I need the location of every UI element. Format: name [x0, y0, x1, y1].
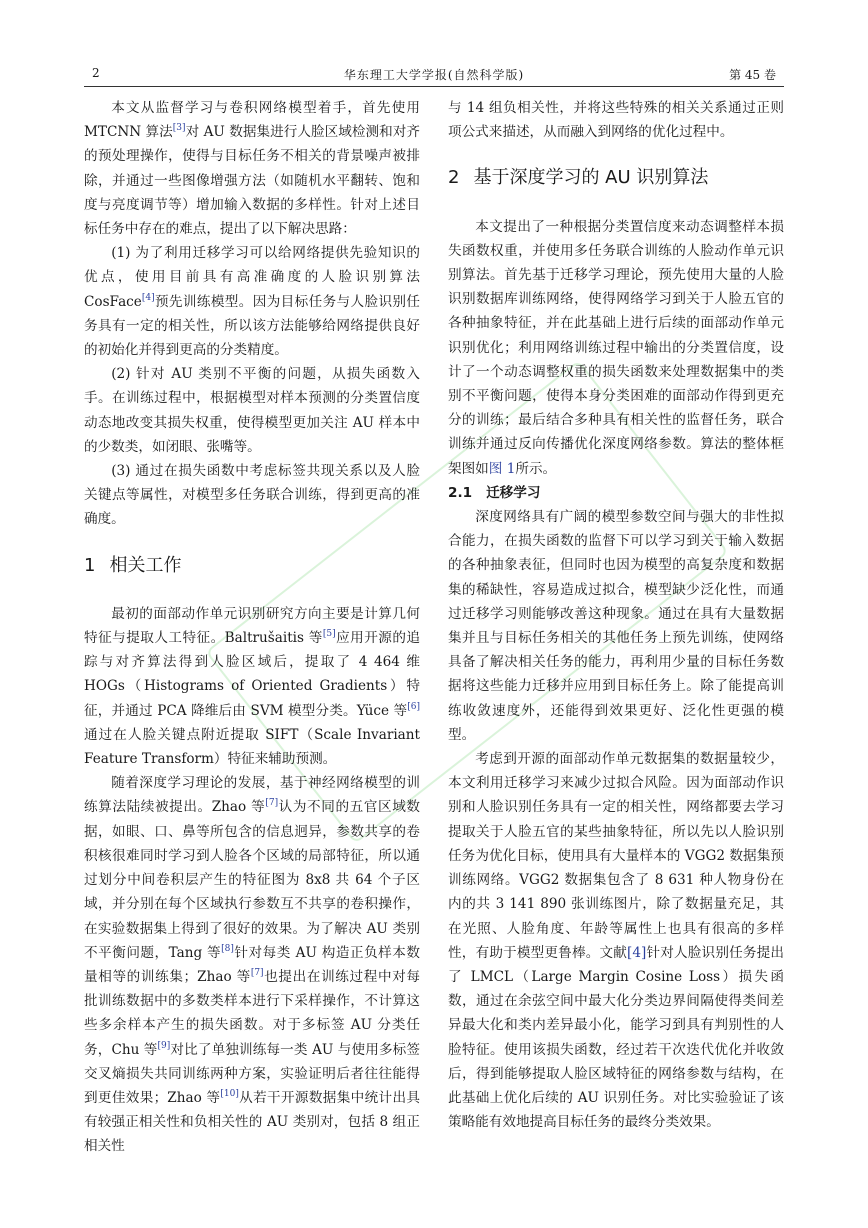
- left-column: [84, 96, 420, 1159]
- citation-link[interactable]: [6]: [407, 701, 420, 712]
- citation-link[interactable]: [8]: [221, 943, 234, 954]
- paragraph: 本文提出了一种根据分类置信度来动态调整样本损失函数权重，并使用多任务联合训练的人脸动作单元识别算法。首先基于迁移学习理论，预先使用大量的人脸识别数据库训练网络，使得网络学习到关于人脸五官的各种抽象特征，并在此基础上进行后续的面部动作单元识别优化；利用网络训练过程中输出的分类置信度，设计了一个动态调整权重的损失函数来处理数据集中的类别不平衡问题，使得本身分类困难的面部动作得到更充分的训练；最后结合多种具有相关性的监督任务，联合训练并通过反向传播优化深度网络参数。算法的整体框架图如图 1所示。: [448, 218, 784, 477]
- page-number: 2: [92, 66, 100, 80]
- paragraph: 最初的面部动作单元识别研究方向主要是计算几何特征与提取人工特征。Baltrušaitis 等[5]应用开源的追踪与对齐算法得到人脸区域后，提取了 4 464 维 HOGs（Histograms of Oriented Gradients）特征，并通过 PCA 降维后由 SVM 模型分类。Yüce 等[6]通过在人脸关键点附近提取 SIFT（Scale Invariant Feature Transform）特征来辅助预测。: [84, 605, 420, 768]
- journal-name: 华东理工大学学报(自然科学版): [343, 68, 525, 82]
- paragraph: (2) 针对 AU 类别不平衡的问题，从损失函数入手。在训练过程中，根据模型对样本预测的分类置信度动态地改变其损失权重，使得模型更加关注 AU 样本中的少数类，如闭眼、张嘴等。: [84, 366, 420, 455]
- running-header: [84, 62, 784, 87]
- citation-link[interactable]: [7]: [265, 798, 279, 809]
- section-heading: 1 相关工作: [84, 554, 182, 576]
- right-column: [448, 96, 784, 1134]
- citation-link[interactable]: [4]: [627, 944, 647, 961]
- citation-link[interactable]: [4]: [141, 292, 155, 303]
- section-heading: 2 基于深度学习的 AU 识别算法: [448, 167, 709, 189]
- paragraph: 本文从监督学习与卷积网络模型着手，首先使用 MTCNN 算法[3]对 AU 数据集进行人脸区域检测和对齐的预处理操作，使得与目标任务不相关的背景噪声被排除，并通过一些图像增强方法（如随机水平翻转、饱和度与亮度调节等）增加输入数据的多样性。针对上述目标任务中存在的难点，提出了以下解决思路：: [84, 100, 420, 238]
- paragraph: (1) 为了利用迁移学习可以给网络提供先验知识的优点，使用目前具有高准确度的人脸识别算法 CosFace[4]预先训练模型。因为目标任务与人脸识别任务具有一定的相关性，所以该方法能够给网络提供良好的初始化并得到更高的分类精度。: [84, 245, 420, 359]
- citation-link[interactable]: [10]: [220, 1088, 239, 1099]
- citation-link[interactable]: [5]: [322, 629, 336, 640]
- paragraph: 考虑到开源的面部动作单元数据集的数据量较少，本文利用迁移学习来减少过拟合风险。因为面部动作识别和人脸识别任务具有一定的相关性，网络都要去学习提取关于人脸五官的某些抽象特征，所以先以人脸识别任务为优化目标，使用具有大量样本的 VGG2 数据集预训练网络。VGG2 数据集包含了 8 631 种人物身份在内的共 3 141 890 张训练图片，除了数据量充足，其在光照、人脸角度、年龄等属性上也具有很高的多样性，有助于模型更鲁棒。文献[4]针对人脸识别任务提出了 LMCL（Large Margin Cosine Loss）损失函数，通过在余弦空间中最大化分类边界间隔使得类间差异最大化和类内差异最小化，能学习到具有判别性的人脸特征。使用该损失函数，经过若干次迭代优化并收敛后，得到能够提取人脸区域特征的网络参数与结构，在此基础上优化后续的 AU 识别任务。对比实验验证了该策略能有效地提高目标任务的最终分类效果。: [448, 751, 785, 1131]
- figure-link[interactable]: 图 1: [488, 460, 516, 477]
- paragraph: 深度网络具有广阔的模型参数空间与强大的非性拟合能力，在损失函数的监督下可以学习到关于输入数据的各种抽象表征，但同时也因为模型的高复杂度和数据集的稀缺性，容易造成过拟合，模型缺少泛化性，而通过迁移学习则能够改善这种现象。通过在具有大量数据集并且与目标任务相关的其他任务上预先训练，使网络具备了解决相关任务的能力，再利用少量的目标任务数据将这些能力迁移并应用到目标任务上。除了能提高训练收敛速度外，还能得到效果更好、泛化性更强的模型。: [448, 509, 784, 743]
- citation-link[interactable]: [7]: [250, 967, 264, 978]
- paragraph: 随着深度学习理论的发展，基于神经网络模型的训练算法陆续被提出。Zhao 等[7]认为不同的五官区域数据，如眼、口、鼻等所包含的信息迥异，参数共享的卷积核很难同时学习到人脸各个区域的局部特征，所以通过划分中间卷积层产生的特征图为 8x8 共 64 个子区域，并分别在每个区域执行参数互不共享的卷积操作，在实验数据集上得到了很好的效果。为了解决 AU 类别不平衡问题，Tang 等[8]针对每类 AU 构造正负样本数量相等的训练集；Zhao 等[7]也提出在训练过程中对每批训练数据中的多数类样本进行下采样操作，不计算这些多余样本产生的损失函数。对于多标签 AU 分类任务，Chu 等[9]对比了单独训练每一类 AU 与使用多标签交叉熵损失共同训练两种方案，实验证明后者往往能得到更佳效果；Zhao 等[10]从若干开源数据集中统计出具有较强正相关性和负相关性的 AU 类别对，包括 8 组正相关性: [84, 775, 421, 1155]
- subsection-heading: 2.1 迁移学习: [448, 484, 541, 501]
- citation-link[interactable]: [9]: [157, 1040, 171, 1051]
- paragraph: 与 14 组负相关性，并将这些特殊的相关关系通过正则项公式来描述，从而融入到网络的优化过程中。: [448, 100, 784, 141]
- citation-link[interactable]: [3]: [172, 123, 186, 134]
- volume-label: 第 45 卷: [729, 68, 776, 82]
- paragraph: (3) 通过在损失函数中考虑标签共现关系以及人脸关键点等属性，对模型多任务联合训练，得到更高的准确度。: [84, 463, 420, 528]
